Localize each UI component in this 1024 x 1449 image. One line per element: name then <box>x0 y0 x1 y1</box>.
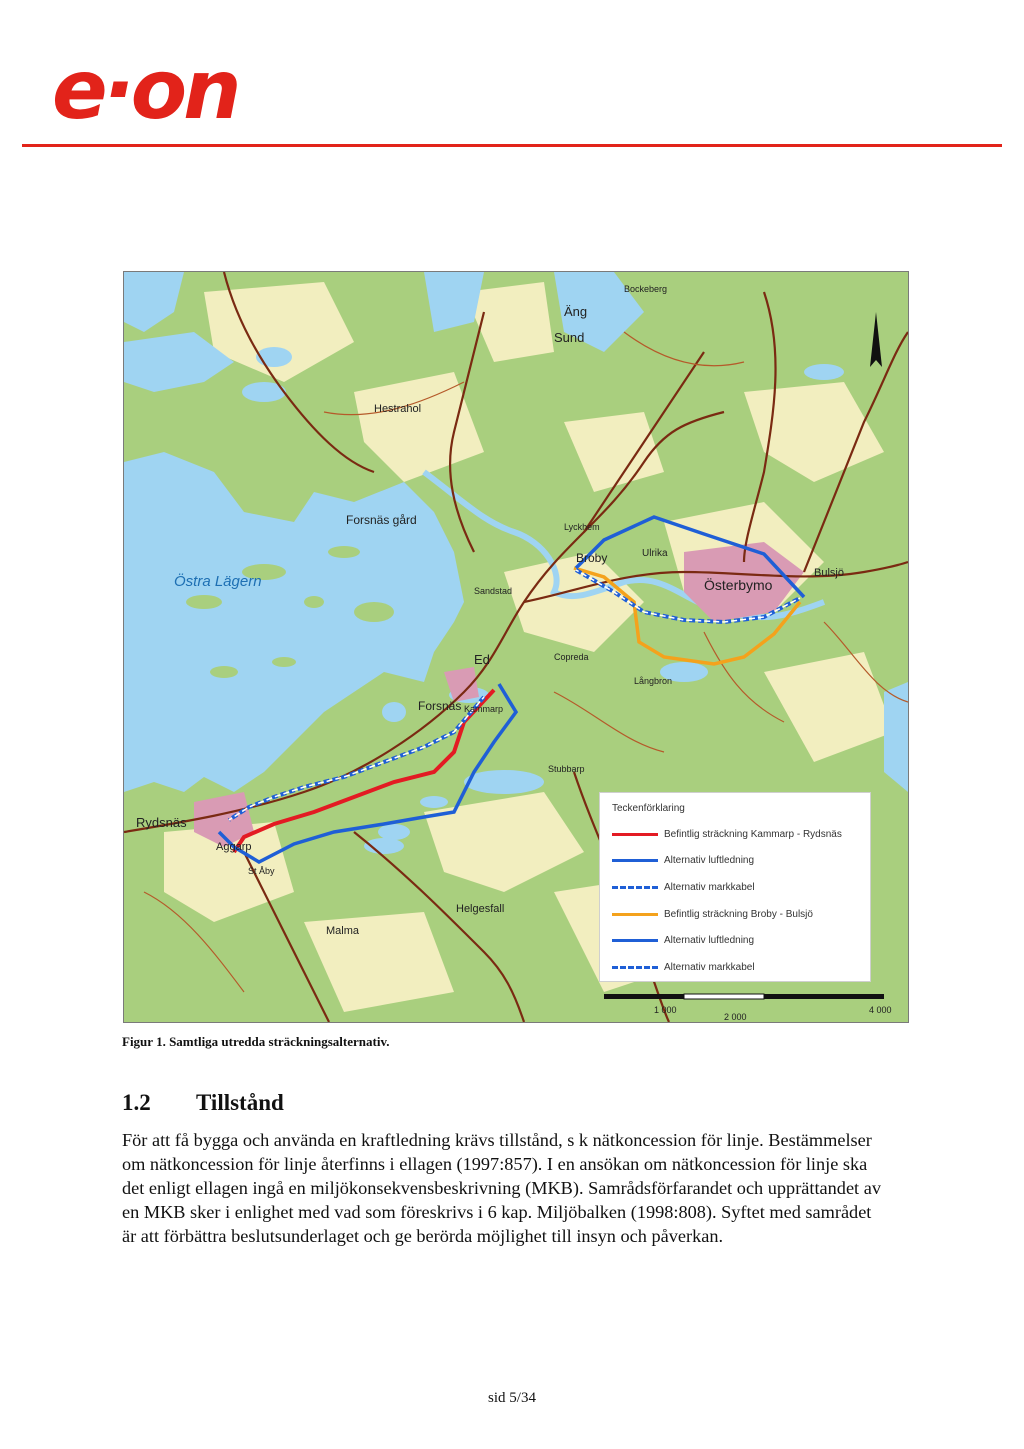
scale-label: 4 000 <box>869 1005 892 1015</box>
figure-caption: Figur 1. Samtliga utredda sträckningsalternativ. <box>122 1034 390 1049</box>
legend-item <box>612 933 754 947</box>
map-label-place: Österbymo <box>704 577 773 593</box>
map-label-place: Lyckhem <box>564 522 600 532</box>
eon-logo: e·on <box>52 43 238 138</box>
legend-swatch-blue <box>612 939 658 942</box>
legend-item <box>612 907 813 921</box>
map-label-place: Forsnäs gård <box>346 513 417 527</box>
map-label-lake: Östra Lägern <box>174 573 262 590</box>
map-legend <box>599 792 871 982</box>
legend-swatch-orange <box>612 913 658 916</box>
scale-label: 2 000 <box>724 1012 747 1022</box>
map-label-place: Ed <box>474 652 490 667</box>
scale-label: 1 000 <box>654 1005 677 1015</box>
map-label-place: Äng <box>564 304 588 319</box>
map-label-place: Rydsnäs <box>136 815 187 830</box>
map-label-place: Bulsjö <box>814 567 844 579</box>
legend-item-label: Befintlig sträckning Kammarp - Rydsnäs <box>664 828 842 840</box>
map-label-place: Stubbarp <box>548 764 585 774</box>
map-label-place: Aggarp <box>216 841 252 853</box>
section-title: Tillstånd <box>196 1090 284 1115</box>
map-label-place: St Åby <box>248 866 275 876</box>
map-label-place: Bockeberg <box>624 284 668 294</box>
scale-bar <box>604 994 884 999</box>
legend-swatch-blue-dashed <box>612 886 658 889</box>
legend-item-label: Alternativ luftledning <box>664 934 755 946</box>
legend-item <box>612 960 755 974</box>
map-label-place: Ulrika <box>642 548 668 559</box>
legend-swatch-red <box>612 833 658 836</box>
legend-item-label: Alternativ luftledning <box>664 854 755 866</box>
page-number: sid 5/34 <box>488 1390 536 1406</box>
legend-swatch-blue-dashed <box>612 966 658 969</box>
map-label-place: Broby <box>576 551 608 565</box>
map-label-place: Forsnäs <box>418 699 462 713</box>
legend-item <box>612 853 754 867</box>
map-label-place: Malma <box>326 925 360 937</box>
map-label-place: Sund <box>554 330 585 345</box>
map-label-place: Långbron <box>634 676 673 686</box>
legend-item-label: Alternativ markkabel <box>664 961 755 973</box>
legend-title: Teckenförklaring <box>612 803 685 814</box>
map-label-place: Copreda <box>554 652 589 662</box>
legend-item <box>612 827 842 841</box>
legend-swatch-blue <box>612 859 658 862</box>
legend-item <box>612 880 755 894</box>
section-number: 1.2 <box>122 1090 151 1115</box>
section-heading <box>122 1090 284 1116</box>
map-label-place: Hestrahol <box>374 403 422 415</box>
route-map <box>123 271 909 1023</box>
header-rule <box>22 144 1002 147</box>
body-paragraph: För att få bygga och använda en kraftledning krävs tillstånd, s k nätkoncession för linje. Bestämmelser om nätkoncession för linje återfinns i ellagen (1997:857). I en ansökan om nätkoncession för linje ska det enligt ellagen ingå en miljökonsekvensbeskrivning (MKB). Samrådsförfarandet och upprättandet av en MKB sker i enlighet med vad som föreskrivs i 6 kap. Miljöbalken (1998:808). Syftet med samrådet är att förbättra beslutsunderlaget och ge berörda möjlighet till insyn och påverkan. <box>122 1130 881 1246</box>
map-label-place: Kammarp <box>464 704 504 714</box>
legend-item-label: Befintlig sträckning Broby - Bulsjö <box>664 908 813 920</box>
map-label-place: Helgesfall <box>456 903 505 915</box>
legend-item-label: Alternativ markkabel <box>664 881 755 893</box>
map-label-place: Sandstad <box>474 586 513 596</box>
